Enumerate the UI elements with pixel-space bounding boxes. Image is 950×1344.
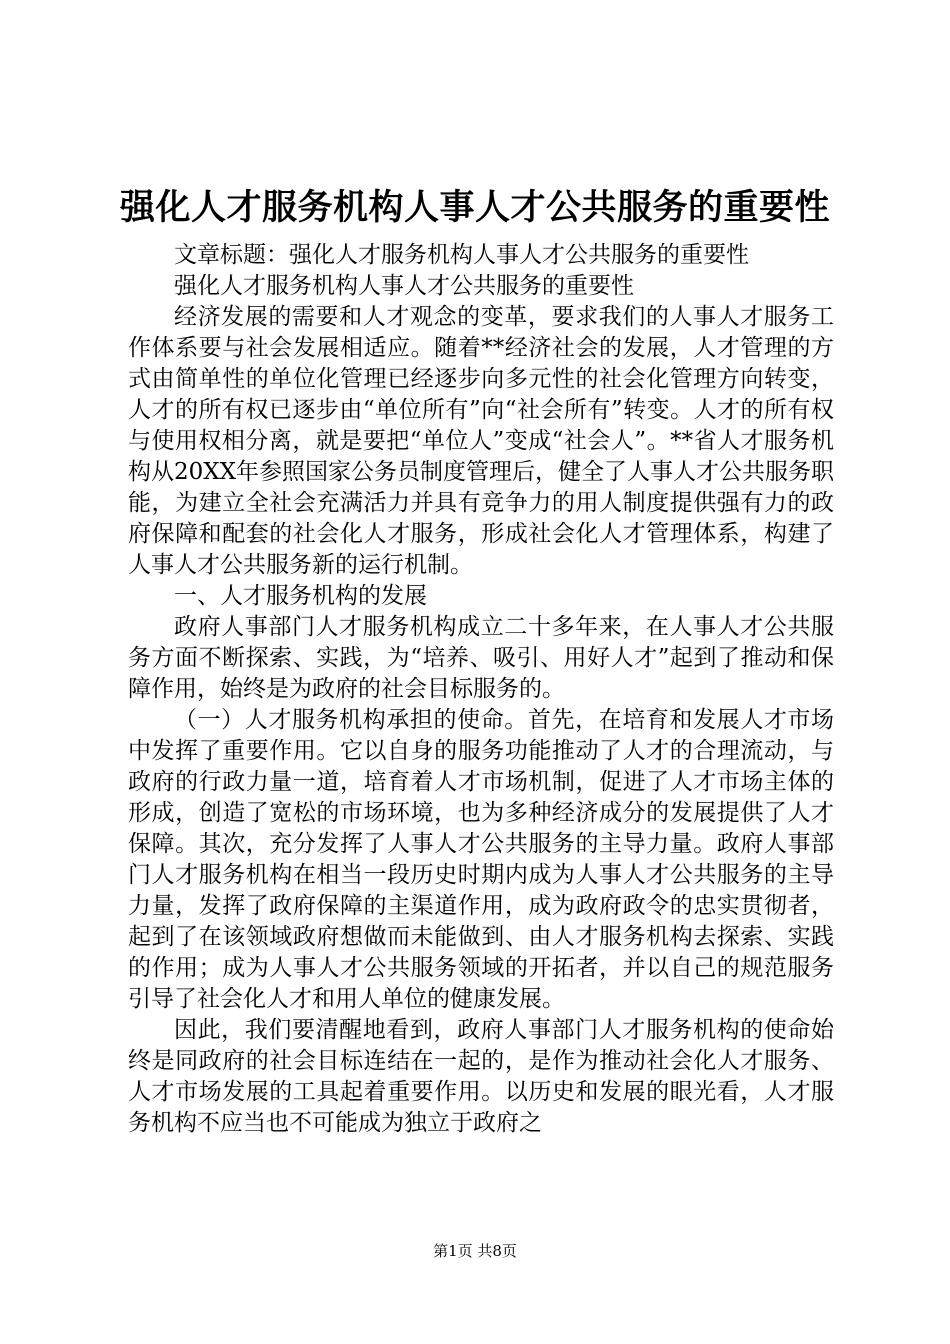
page-footer: 第1页 共8页 [433,1242,517,1260]
body-paragraph: 政府人事部门人才服务机构成立二十多年来，在人事人才公共服务方面不断探索、实践，为“培养、吸引、用好人才”起到了推动和保障作用，始终是为政府的社会目标服务的。 [128,614,834,702]
page-title: 强化人才服务机构人事人才公共服务的重要性 [119,187,830,228]
document-body [128,240,834,1139]
body-paragraph: 经济发展的需要和人才观念的变革，要求我们的人事人才服务工作体系要与社会发展相适应。随着**经济社会的发展，人才管理的方式由简单性的单位化管理已经逐步向多元性的社会化管理方向转变，人才的所有权已逐步由“单位所有”向“社会所有”转变。人才的所有权与使用权相分离，就是要把“单位人”变成“社会人”。**省人才服务机构从20XX年参照国家公务员制度管理后，健全了人事人才公共服务职能，为建立全社会充满活力并具有竞争力的用人制度提供强有力的政府保障和配套的社会化人才服务，形成社会化人才管理体系，构建了人事人才公共服务新的运行机制。 [128,304,835,578]
subtitle-line: 强化人才服务机构人事人才公共服务的重要性 [174,273,634,299]
section-heading: 一、人才服务机构的发展 [174,583,427,609]
article-title-line: 文章标题：强化人才服务机构人事人才公共服务的重要性 [174,242,749,268]
body-paragraph: 因此，我们要清醒地看到，政府人事部门人才服务机构的使命始终是同政府的社会目标连结在一起的，是作为推动社会化人才服务、人才市场发展的工具起着重要作用。以历史和发展的眼光看，人才服务机构不应当也不可能成为独立于政府之 [128,1017,834,1136]
body-paragraph: （一）人才服务机构承担的使命。首先，在培育和发展人才市场中发挥了重要作用。它以自身的服务功能推动了人才的合理流动，与政府的行政力量一道，培育着人才市场机制，促进了人才市场主体的形成，创造了宽松的市场环境，也为多种经济成分的发展提供了人才保障。其次，充分发挥了人事人才公共服务的主导力量。政府人事部门人才服务机构在相当一段历史时期内成为人事人才公共服务的主导力量，发挥了政府保障的主渠道作用，成为政府政令的忠实贯彻者，起到了在该领域政府想做而未能做到、由人才服务机构去探索、实践的作用；成为人事人才公共服务领域的开拓者，并以自己的规范服务引导了社会化人才和用人单位的健康发展。 [128,707,834,1012]
